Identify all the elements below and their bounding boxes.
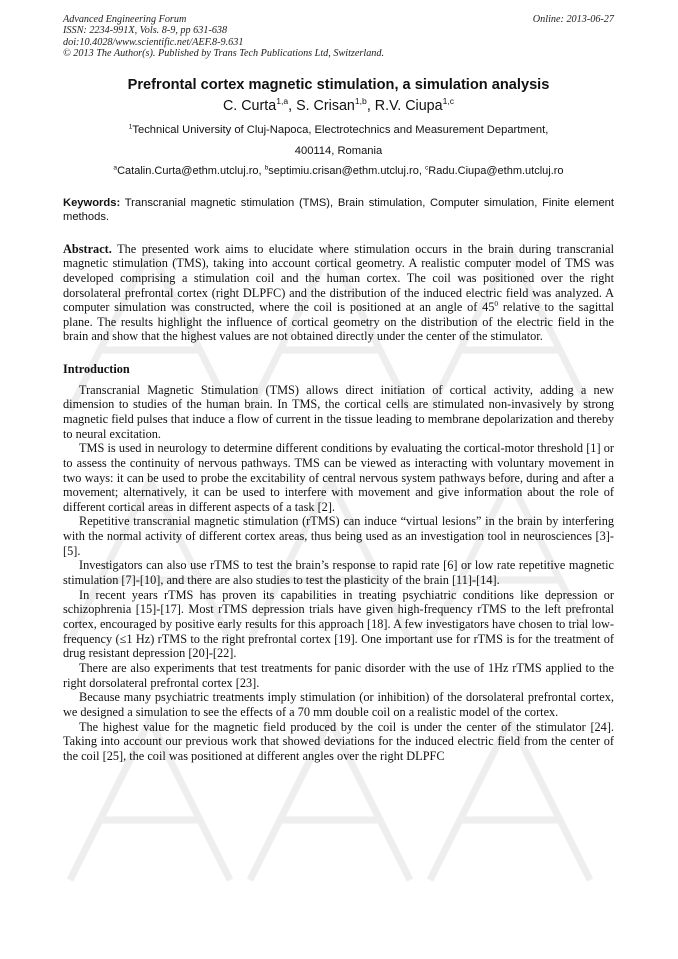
copyright-line: © 2013 The Author(s). Published by Trans Tech Publications Ltd, Switzerland. xyxy=(63,48,385,60)
author: R.V. Ciupa$^{1,c}$ xyxy=(374,95,455,114)
email-list: $^a$Catalin.Curta@ethm.utcluj.ro, $^b$septimiu.crisan@ethm.utcluj.ro, $^c$Radu.Ciupa@ethm.utcluj.ro xyxy=(113,163,564,177)
paragraph: Transcranial Magnetic Stimulation (TMS) allows direct initiation of cortical activity, adding a new dimension to studies of the human brain. In TMS, the cortical cells are stimulated non-invasively by strong magnetic field pulses that induce a flow of current in the tissue leading to membrane depolarization and thereby to neural excitation. xyxy=(63,382,614,441)
email-link[interactable]: $^c$Radu.Ciupa@ethm.utcluj.ro xyxy=(424,163,564,177)
section-heading-introduction: Introduction xyxy=(63,361,130,376)
paragraph: Investigators can also use rTMS to test the brain’s response to rapid rate [6] or low rate repetitive magnetic stimulation [7]-[10], and there are also studies to test the plasticity of the brain [11]-[14]. xyxy=(63,558,614,588)
author: S. Crisan$^{1,b}$, xyxy=(296,95,375,114)
abstract: Abstract. The presented work aims to elucidate where stimulation occurs in the brain during transcranial magnetic stimulation (TMS), taking into account cortical geometry. A realistic computer model of TMS was developed comprising a stimulation coil and the human cortex. The coil was positioned over the right dorsolateral prefrontal cortex (right DLPFC) and the distribution of the induced electric field was analyzed. A computer simulation was constructed, where the coil is positioned at an angle of $45^0$ relative to the sagittal plane. The results highlight the influence of cortical geometry on the distribution of the electric field in the brain and show that the highest values are not obtained directly under the center of the stimulator. xyxy=(63,241,614,344)
keywords-label: Keywords: xyxy=(63,196,121,209)
paragraph: TMS is used in neurology to determine different conditions by evaluating the cortical-motor threshold [1] or to assess the continuity of nervous pathways. TMS can be viewed as interacting with voluntary movement in two ways: it can be used to probe the excitability of central nervous system pathways before, during and after a movement; alternatively, it can be used to interfere with movement and give information about the role of different cortical areas in different aspects of a task [2]. xyxy=(63,441,614,514)
email-link[interactable]: $^a$Catalin.Curta@ethm.utcluj.ro xyxy=(113,163,259,177)
online-date: Online: 2013-06-27 xyxy=(532,14,614,25)
paragraph: The highest value for the magnetic field produced by the coil is under the center of the stimulator [24]. Taking into account our previous work that showed deviations for the induced electric field from the center of the coil [25], the coil was positioned at different angles over the right DLPFC xyxy=(63,719,614,763)
author-list xyxy=(63,97,614,115)
introduction-body xyxy=(63,383,614,764)
journal-header xyxy=(63,14,614,60)
paper-title: Prefrontal cortex magnetic stimulation, a simulation analysis xyxy=(127,76,550,93)
email-link[interactable]: $^b$septimiu.crisan@ethm.utcluj.ro xyxy=(264,163,419,177)
doi-line: doi:10.4028/www.scientific.net/AEF.8-9.631 xyxy=(63,36,244,48)
issn-line: ISSN: 2234-991X, Vols. 8-9, pp 631-638 xyxy=(63,25,228,37)
abstract-label: Abstract. xyxy=(63,241,112,256)
paragraph: In recent years rTMS has proven its capabilities in treating psychiatric conditions like depression or schizophrenia [15]-[17]. Most rTMS depression trials have given high-frequency rTMS to the left prefrontal cortex, encouraged by positive early results for this approach [18]. A few investigators have chosen to trial low-frequency (≤1 Hz) rTMS to the right prefrontal cortex [19]. One important use for rTMS is for the treatment of drug resistant depression [20]-[22]. xyxy=(63,587,614,661)
journal-name: Advanced Engineering Forum xyxy=(63,14,187,25)
keywords-text: Transcranial magnetic stimulation (TMS), Brain stimulation, Computer simulation, Finite element methods. xyxy=(63,196,614,224)
keywords xyxy=(63,196,614,225)
author: C. Curta$^{1,a}$, xyxy=(222,95,297,114)
paragraph: Repetitive transcranial magnetic stimulation (rTMS) can induce “virtual lesions” in the brain by interfering with the normal activity of different cortex areas, thus being used as an investigation tool in neurosciences [3]-[5]. xyxy=(63,514,614,558)
paper-content xyxy=(63,14,614,764)
paragraph: There are also experiments that test treatments for panic disorder with the use of 1Hz rTMS applied to the right dorsolateral prefrontal cortex [23]. xyxy=(63,661,614,690)
affiliation: $^1$Technical University of Cluj-Napoca, Electrotechnics and Measurement Department, 400114, Romania xyxy=(128,122,549,157)
paragraph: Because many psychiatric treatments imply stimulation (or inhibition) of the dorsolateral prefrontal cortex, we designed a simulation to see the effects of a 70 mm double coil on a realistic model of the cortex. xyxy=(63,690,614,719)
